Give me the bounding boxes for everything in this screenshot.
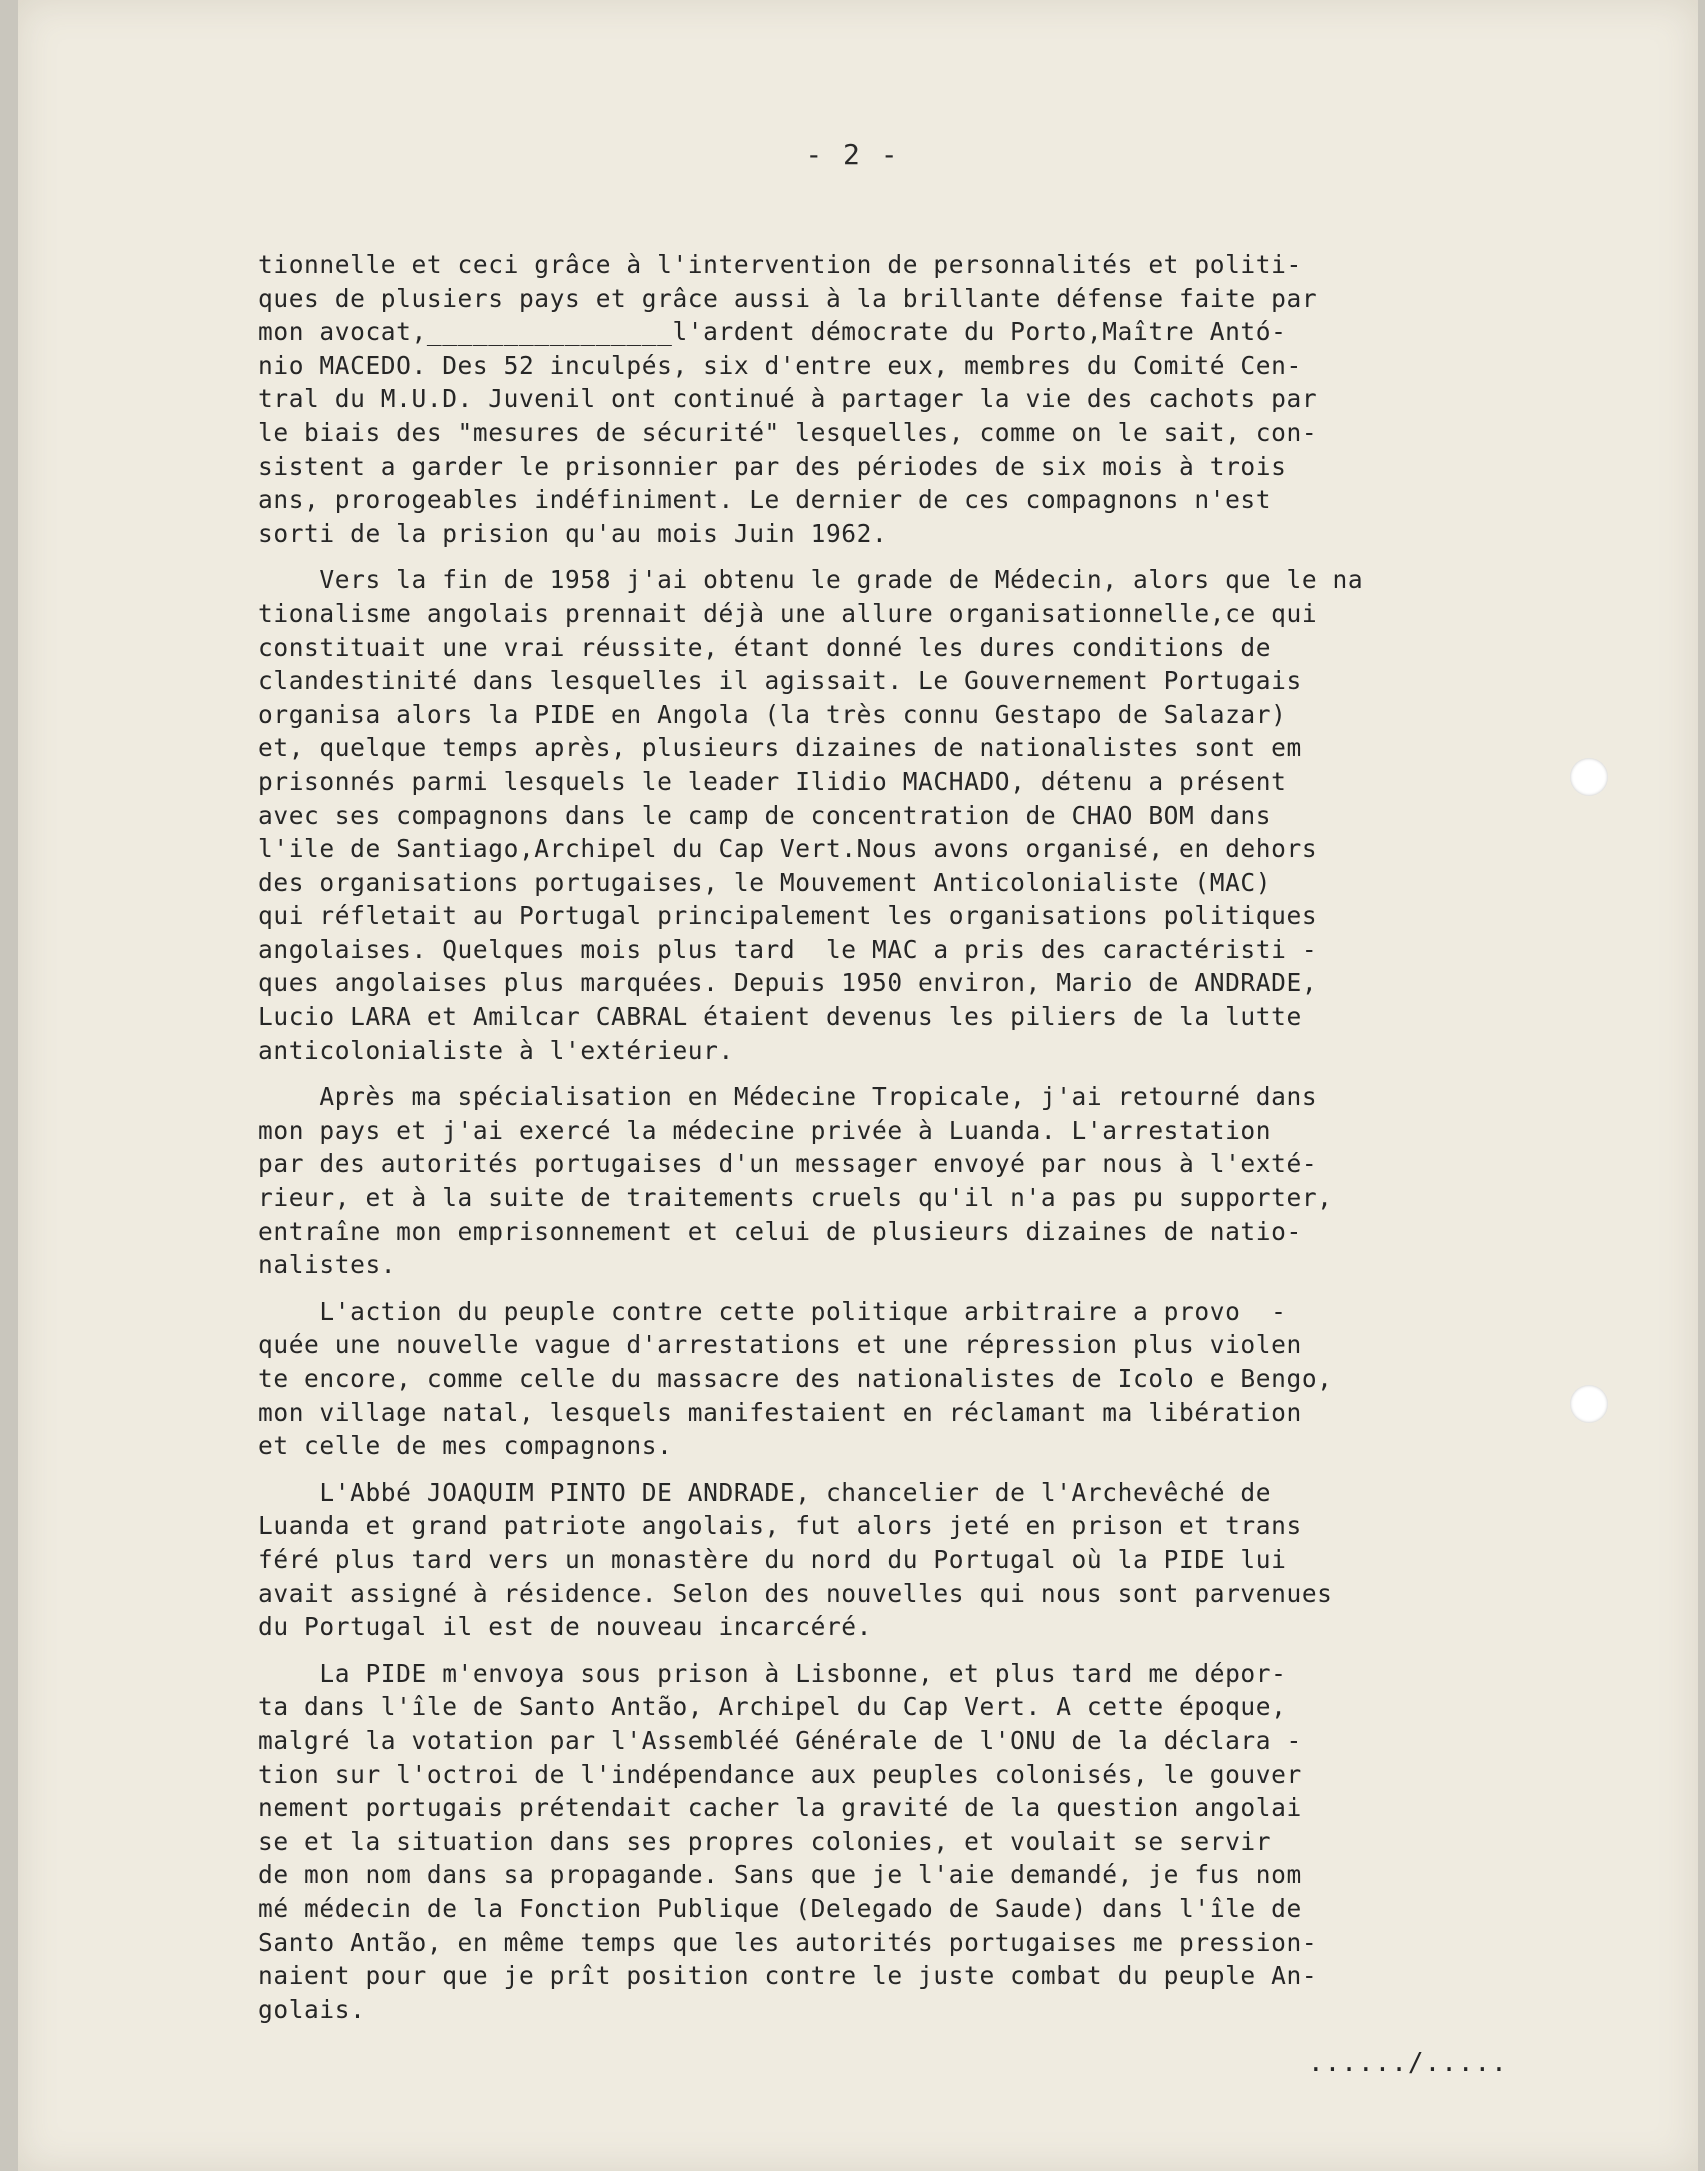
text-line: tionnelle et ceci grâce à l'intervention de personnalités et politi-	[258, 250, 1302, 279]
text-line: te encore, comme celle du massacre des nationalistes de Icolo e Bengo,	[258, 1364, 1333, 1393]
text-line: entraîne mon emprisonnement et celui de plusieurs dizaines de natio-	[258, 1216, 1302, 1246]
text-line: sorti de la prision qu'au mois Juin 1962.	[258, 518, 888, 548]
text-line: naient pour que je prît position contre le juste combat du peuple An-	[258, 1961, 1318, 1991]
punch-hole-top	[1570, 758, 1608, 796]
paragraph-5	[258, 1476, 1558, 1644]
text-line: du Portugal il est de nouveau incarcéré.	[258, 1612, 873, 1642]
text-line: Santo Antão, en même temps que les autorités portugaises me pression-	[258, 1927, 1318, 1957]
text-line: organisa alors la PIDE en Angola (la très connu Gestapo de Salazar)	[258, 699, 1287, 729]
text-line: l'ile de Santiago,Archipel du Cap Vert.Nous avons organisé, en dehors	[258, 834, 1318, 864]
text-line: de mon nom dans sa propagande. Sans que je l'aie demandé, je fus nom	[258, 1860, 1302, 1890]
text-line: nement portugais prétendait cacher la gravité de la question angolai	[258, 1793, 1302, 1823]
text-line: se et la situation dans ses propres colonies, et voulait se servir	[258, 1826, 1272, 1856]
body-text	[258, 248, 1558, 2039]
text-line: quée une nouvelle vague d'arrestations et une répression plus violen	[258, 1330, 1302, 1360]
text-line: et celle de mes compagnons.	[258, 1431, 673, 1461]
text-line: ques angolaises plus marquées. Depuis 1950 environ, Mario de ANDRADE,	[258, 968, 1318, 998]
text-line: par des autorités portugaises d'un messager envoyé par nous à l'exté-	[258, 1149, 1318, 1179]
text-line: tionalisme angolais prennait déjà une allure organisationnelle,ce qui	[258, 598, 1318, 628]
paragraph-2	[258, 563, 1558, 1067]
page-number: - 2 -	[805, 138, 900, 171]
text-line: constituait une vrai réussite, étant donné les dures conditions de	[258, 632, 1272, 662]
text-line: ta dans l'île de Santo Antão, Archipel du Cap Vert. A cette époque,	[258, 1692, 1287, 1722]
text-line: L'Abbé JOAQUIM PINTO DE ANDRADE, chancelier de l'Archevêché de	[258, 1477, 1272, 1507]
text-line: le biais des "mesures de sécurité" lesquelles, comme on le sait, con-	[258, 417, 1318, 447]
text-line: ques de plusiers pays et grâce aussi à la brillante défense faite par	[258, 283, 1318, 313]
text-line: Après ma spécialisation en Médecine Tropicale, j'ai retourné dans	[258, 1082, 1318, 1112]
text-line: qui réfletait au Portugal principalement les organisations politiques	[258, 901, 1318, 931]
paragraph-4	[258, 1295, 1558, 1463]
text-line: des organisations portugaises, le Mouvement Anticolonialiste (MAC)	[258, 867, 1272, 897]
text-line: Lucio LARA et Amilcar CABRAL étaient devenus les piliers de la lutte	[258, 1002, 1302, 1032]
text-line: féré plus tard vers un monastère du nord du Portugal où la PIDE lui	[258, 1544, 1287, 1574]
text-line: sistent a garder le prisonnier par des périodes de six mois à trois	[258, 451, 1287, 481]
text-line: mon pays et j'ai exercé la médecine privée à Luanda. L'arrestation	[258, 1115, 1272, 1145]
text-line: Vers la fin de 1958 j'ai obtenu le grade de Médecin, alors que le na	[258, 565, 1364, 595]
text-line: ans, prorogeables indéfiniment. Le dernier de ces compagnons n'est	[258, 485, 1272, 515]
paragraph-3	[258, 1080, 1558, 1282]
text-line: Luanda et grand patriote angolais, fut alors jeté en prison et trans	[258, 1511, 1302, 1541]
text-line: malgré la votation par l'Assembléé Générale de l'ONU de la déclara -	[258, 1725, 1302, 1755]
text-line: anticolonialiste à l'extérieur.	[258, 1035, 734, 1065]
continuation-mark: ....../.....	[1308, 2048, 1508, 2078]
text-line: mon village natal, lesquels manifestaient en réclamant ma libération	[258, 1397, 1302, 1427]
text-line: mé médecin de la Fonction Publique (Delegado de Saude) dans l'île de	[258, 1893, 1302, 1923]
text-line: tral du M.U.D. Juvenil ont continué à partager la vie des cachots par	[258, 384, 1318, 414]
text-line: et, quelque temps après, plusieurs dizaines de nationalistes sont em	[258, 733, 1302, 763]
text-line: La PIDE m'envoya sous prison à Lisbonne, et plus tard me dépor-	[258, 1658, 1287, 1688]
text-line: tion sur l'octroi de l'indépendance aux peuples colonisés, le gouver	[258, 1759, 1302, 1789]
text-line: avait assigné à résidence. Selon des nouvelles qui nous sont parvenues	[258, 1578, 1333, 1608]
text-line: clandestinité dans lesquelles il agissait. Le Gouvernement Portugais	[258, 666, 1302, 696]
text-line: nio MACEDO. Des 52 inculpés, six d'entre eux, membres du Comité Cen-	[258, 350, 1302, 380]
paragraph-6	[258, 1657, 1558, 2027]
text-line: angolaises. Quelques mois plus tard le MAC a pris des caractéristi -	[258, 934, 1318, 964]
text-line: mon avocat,________________l'ardent démocrate du Porto,Maître Antó-	[258, 317, 1287, 347]
text-line: prisonnés parmi lesquels le leader Ilidio MACHADO, détenu a présent	[258, 766, 1287, 796]
punch-hole-bottom	[1570, 1385, 1608, 1423]
text-line: rieur, et à la suite de traitements cruels qu'il n'a pas pu supporter,	[258, 1183, 1333, 1213]
text-line: nalistes.	[258, 1250, 397, 1280]
text-line: avec ses compagnons dans le camp de concentration de CHAO BOM dans	[258, 800, 1272, 830]
text-line: golais.	[258, 1994, 366, 2024]
text-line: L'action du peuple contre cette politique arbitraire a provo -	[258, 1296, 1287, 1326]
paragraph-1	[258, 248, 1558, 550]
